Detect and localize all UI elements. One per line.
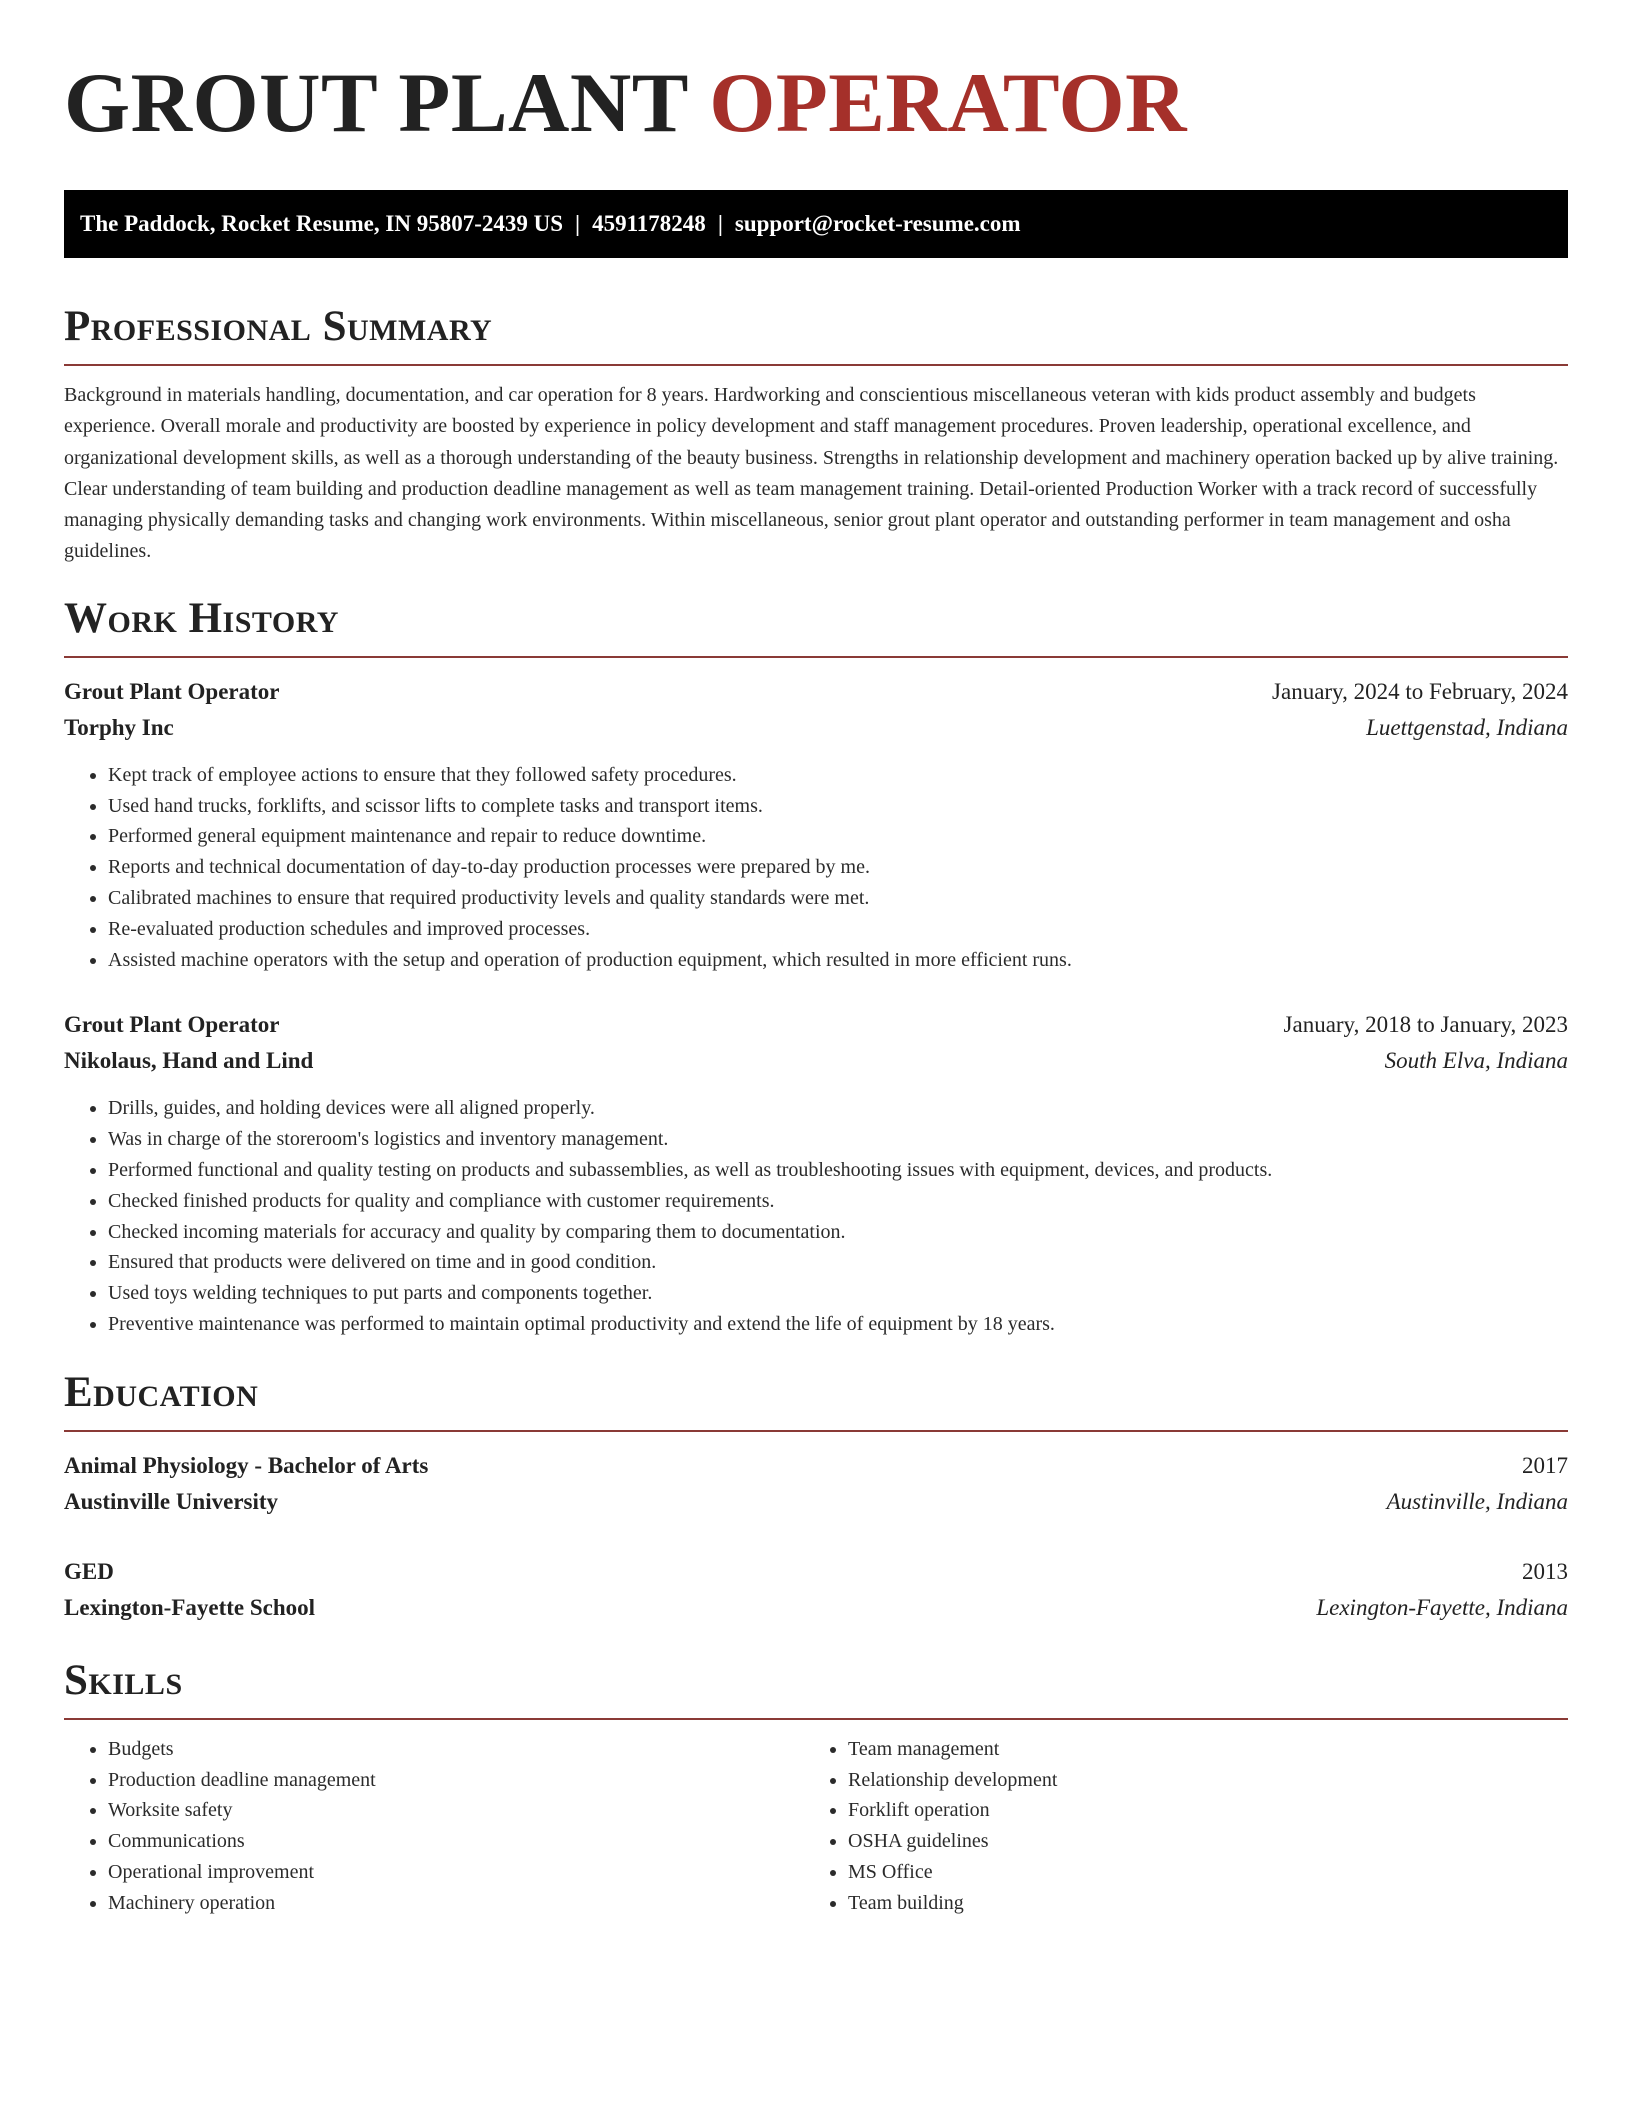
section-title-summary: Professional Summary bbox=[64, 303, 493, 350]
list-item: • Checked incoming materials for accuracy and quality by comparing them to documentation. bbox=[108, 1217, 1568, 1248]
section-title-work-history: Work History bbox=[64, 594, 339, 642]
list-item: • Used toys welding techniques to put parts and components together. bbox=[108, 1278, 1568, 1309]
education-entry bbox=[64, 1448, 1568, 1520]
job-entry bbox=[64, 1007, 1568, 1339]
section-divider bbox=[64, 364, 1568, 366]
list-item: • Checked finished products for quality and compliance with customer requirements. bbox=[108, 1186, 1568, 1217]
job-position: Grout Plant Operator bbox=[64, 1012, 280, 1038]
education-degree: GED bbox=[64, 1558, 114, 1584]
job-bullet-list bbox=[64, 1093, 1568, 1339]
list-item: • Performed functional and quality testing on products and subassemblies, as well as troubleshooting issues with equipment, devices, and products. bbox=[108, 1155, 1568, 1186]
education-year: 2013 bbox=[1522, 1558, 1568, 1584]
skill-item: • MS Office bbox=[848, 1857, 1544, 1888]
job-location: South Elva, Indiana bbox=[1384, 1048, 1568, 1074]
job-company: Torphy Inc bbox=[64, 714, 174, 740]
skill-item: • Forklift operation bbox=[848, 1795, 1544, 1826]
section-title-education: Education bbox=[64, 1368, 259, 1416]
job-dates: January, 2018 to January, 2023 bbox=[1283, 1012, 1568, 1038]
work-history-section bbox=[64, 594, 1568, 1340]
job-header-row bbox=[64, 1007, 1568, 1043]
section-divider bbox=[64, 656, 1568, 658]
education-degree: Animal Physiology - Bachelor of Arts bbox=[64, 1452, 429, 1478]
job-header-row bbox=[64, 674, 1568, 710]
list-item: • Ensured that products were delivered on time and in good condition. bbox=[108, 1247, 1568, 1278]
education-year: 2017 bbox=[1522, 1452, 1568, 1478]
skill-item: • Production deadline management bbox=[108, 1765, 804, 1796]
skill-item: • Worksite safety bbox=[108, 1795, 804, 1826]
skill-item: • Budgets bbox=[108, 1734, 804, 1765]
contact-bar bbox=[64, 190, 1568, 258]
contact-address: The Paddock, Rocket Resume, IN 95807-2439 US bbox=[80, 211, 563, 236]
contact-phone: 4591178248 bbox=[592, 211, 706, 236]
education-school: Austinville University bbox=[64, 1488, 279, 1514]
education-school-row bbox=[64, 1590, 1568, 1626]
education-location: Lexington-Fayette, Indiana bbox=[1316, 1594, 1568, 1620]
job-position: Grout Plant Operator bbox=[64, 678, 280, 704]
education-degree-row bbox=[64, 1554, 1568, 1590]
skill-item: • Relationship development bbox=[848, 1765, 1544, 1796]
education-degree-row bbox=[64, 1448, 1568, 1484]
job-company-row bbox=[64, 710, 1568, 746]
list-item: • Used hand trucks, forklifts, and scissor lifts to complete tasks and transport items. bbox=[108, 791, 1568, 822]
list-item: • Preventive maintenance was performed to maintain optimal productivity and extend the life of equipment by 18 years. bbox=[108, 1309, 1568, 1340]
skill-item: • OSHA guidelines bbox=[848, 1826, 1544, 1857]
list-item: • Drills, guides, and holding devices were all aligned properly. bbox=[108, 1093, 1568, 1124]
education-school: Lexington-Fayette School bbox=[64, 1594, 316, 1620]
list-item: • Performed general equipment maintenance and repair to reduce downtime. bbox=[108, 821, 1568, 852]
education-section bbox=[64, 1368, 1568, 1626]
section-title-skills: Skills bbox=[64, 1656, 183, 1704]
list-item: • Assisted machine operators with the setup and operation of production equipment, which resulted in more efficient runs. bbox=[108, 945, 1568, 976]
skill-item: • Team building bbox=[848, 1888, 1544, 1919]
name-first: GROUT PLANT bbox=[64, 56, 688, 150]
skill-item: • Operational improvement bbox=[108, 1857, 804, 1888]
job-entry bbox=[64, 674, 1568, 976]
resume-name bbox=[64, 58, 1568, 148]
job-bullet-list bbox=[64, 760, 1568, 976]
list-item: • Was in charge of the storeroom's logistics and inventory management. bbox=[108, 1124, 1568, 1155]
contact-separator: | bbox=[575, 211, 581, 236]
job-location: Luettgenstad, Indiana bbox=[1366, 714, 1568, 740]
section-divider bbox=[64, 1718, 1568, 1720]
contact-separator: | bbox=[717, 211, 723, 236]
summary-text: Background in materials handling, documentation, and car operation for 8 years. Hardworking and conscientious miscellaneous veteran with kids product assembly and budgets experience. Overall morale and productivity are boosted by experience in policy development and staff management procedures. Proven leadership, operational excellence, and organizational development skills, as well as a thorough understanding of the beauty business. Strengths in relationship development and machinery operation backed up by alive training. Clear understanding of team building and production deadline management as well as team management training. Detail-oriented Production Worker with a track record of successfully managing physically demanding tasks and changing work environments. Within miscellaneous, senior grout plant operator and outstanding performer in team management and osha guidelines. bbox=[64, 384, 1559, 563]
skills-list-left bbox=[64, 1734, 804, 1919]
name-last: OPERATOR bbox=[709, 56, 1188, 150]
section-divider bbox=[64, 1430, 1568, 1432]
skills-list-right bbox=[804, 1734, 1544, 1919]
education-school-row bbox=[64, 1484, 1568, 1520]
skills-columns bbox=[64, 1734, 1568, 1919]
skill-item: • Team management bbox=[848, 1734, 1544, 1765]
summary-section bbox=[64, 302, 1568, 568]
list-item: • Re-evaluated production schedules and improved processes. bbox=[108, 914, 1568, 945]
list-item: • Kept track of employee actions to ensure that they followed safety procedures. bbox=[108, 760, 1568, 791]
skills-section bbox=[64, 1656, 1568, 1919]
job-dates: January, 2024 to February, 2024 bbox=[1272, 678, 1568, 704]
skill-item: • Machinery operation bbox=[108, 1888, 804, 1919]
skill-item: • Communications bbox=[108, 1826, 804, 1857]
education-entry bbox=[64, 1554, 1568, 1626]
job-company-row bbox=[64, 1043, 1568, 1079]
list-item: • Calibrated machines to ensure that required productivity levels and quality standards were met. bbox=[108, 883, 1568, 914]
list-item: • Reports and technical documentation of day-to-day production processes were prepared by me. bbox=[108, 852, 1568, 883]
education-location: Austinville, Indiana bbox=[1386, 1488, 1568, 1514]
contact-email: support@rocket-resume.com bbox=[734, 211, 1021, 236]
job-company: Nikolaus, Hand and Lind bbox=[64, 1048, 314, 1074]
